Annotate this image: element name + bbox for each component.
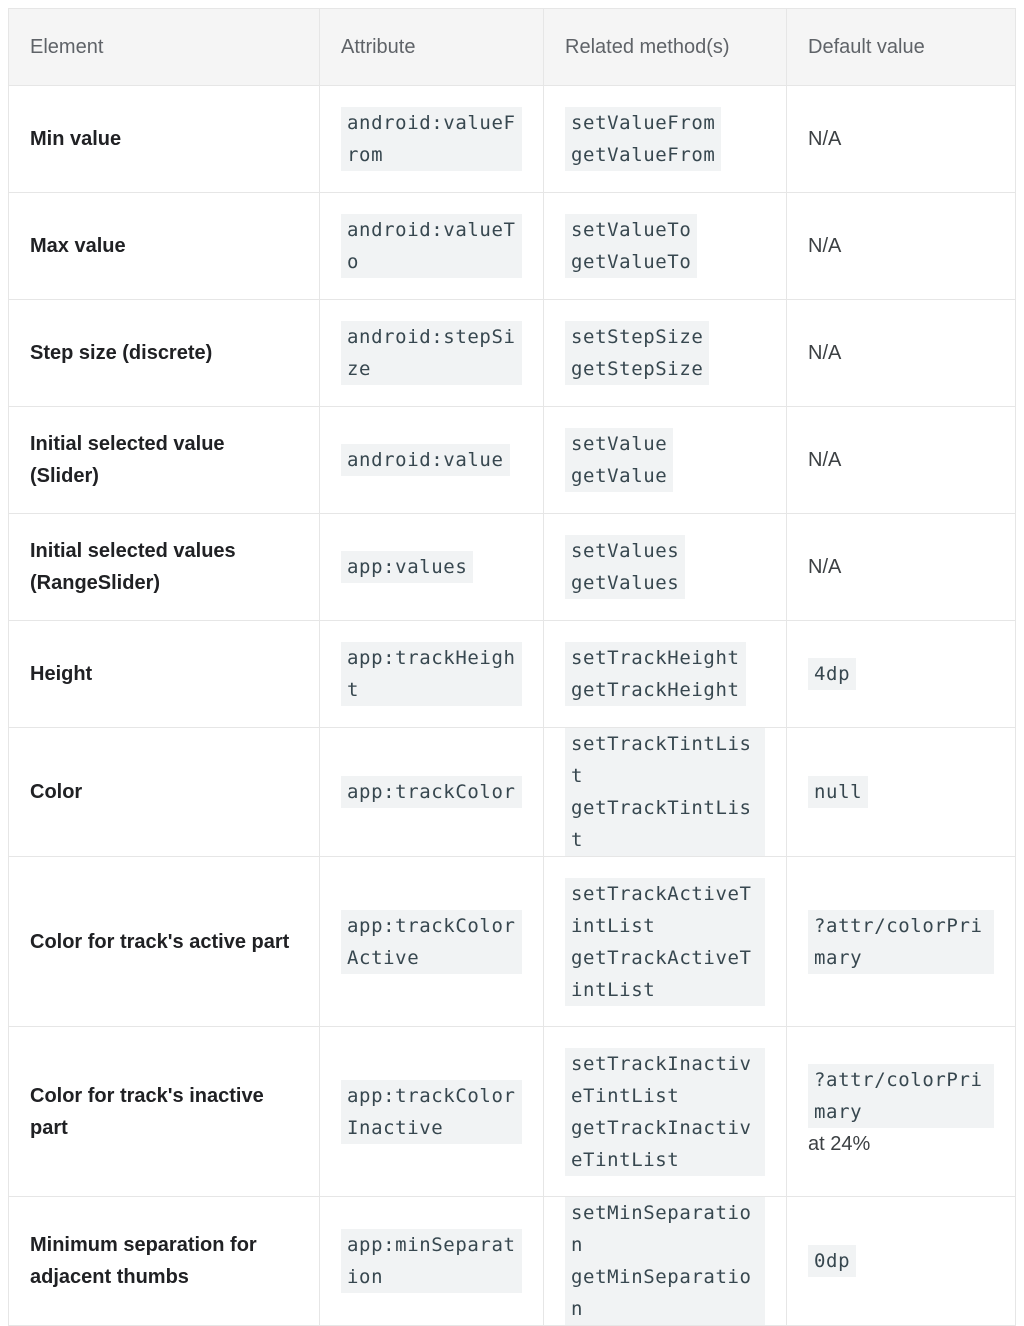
attribute-cell [320,728,544,857]
table-row [9,407,1016,514]
element-cell: Max value [9,193,320,300]
getter-code: getTrackHeight [571,679,740,701]
default-cell [787,857,1016,1027]
methods-cell [544,86,787,193]
element-cell: Color for track's active part [9,857,320,1027]
methods-code-block [565,728,765,856]
methods-code-block [565,321,709,385]
setter-code: setTrackHeight [571,647,740,669]
attribute-code: android:value [341,444,510,476]
default-cell: N/A [787,193,1016,300]
attribute-code: app:values [341,551,473,583]
methods-code-block [565,1197,765,1325]
setter-code: setMinSeparation [571,1202,752,1256]
table-row [9,86,1016,193]
setter-code: setValue [571,433,668,455]
attributes-table [8,8,1016,1326]
default-cell: N/A [787,86,1016,193]
attribute-cell [320,1027,544,1197]
attribute-code: app:trackColorActive [341,910,522,974]
getter-code: getTrackActiveTintList [571,946,752,1001]
setter-code: setStepSize [571,326,704,348]
methods-cell [544,193,787,300]
table-row [9,193,1016,300]
attributes-table-container [8,8,1015,1326]
getter-code: getValueTo [571,251,692,273]
methods-code-block [565,535,685,599]
attribute-code: android:valueTo [341,214,522,278]
default-code: 4dp [808,658,856,690]
header-element: Element [9,9,320,86]
getter-code: getStepSize [571,358,704,380]
default-code: null [808,776,868,808]
attribute-code: android:stepSize [341,321,522,385]
setter-code: setTrackActiveTintList [571,882,752,937]
default-code: ?attr/colorPrimary [808,1064,994,1128]
methods-cell [544,407,787,514]
attribute-cell [320,407,544,514]
methods-code-block [565,428,673,492]
methods-code-block [565,214,697,278]
default-cell: N/A [787,407,1016,514]
element-cell: Min value [9,86,320,193]
methods-cell [544,300,787,407]
default-code: 0dp [808,1245,856,1277]
attribute-cell [320,1197,544,1326]
setter-code: setValues [571,540,680,562]
header-related-methods: Related method(s) [544,9,787,86]
methods-cell [544,621,787,728]
default-cell [787,728,1016,857]
table-row [9,300,1016,407]
default-cell [787,621,1016,728]
element-cell: Color for track's inactive part [9,1027,320,1197]
element-cell: Step size (discrete) [9,300,320,407]
default-cell: N/A [787,300,1016,407]
methods-code-block [565,878,765,1006]
methods-code-block [565,642,746,706]
getter-code: getTrackTintList [571,797,752,851]
table-row [9,514,1016,621]
methods-cell [544,1027,787,1197]
setter-code: setTrackTintList [571,733,752,787]
table-row [9,1027,1016,1197]
attribute-code: app:minSeparation [341,1229,522,1293]
element-cell: Minimum separation for adjacent thumbs [9,1197,320,1326]
table-header-row [9,9,1016,86]
methods-cell [544,514,787,621]
getter-code: getValue [571,465,668,487]
setter-code: setValueTo [571,219,692,241]
element-cell: Height [9,621,320,728]
element-cell: Initial selected value (Slider) [9,407,320,514]
table-row [9,857,1016,1027]
default-code: ?attr/colorPrimary [808,910,994,974]
setter-code: setTrackInactiveTintList [571,1052,752,1107]
default-cell: N/A [787,514,1016,621]
attribute-cell [320,621,544,728]
setter-code: setValueFrom [571,112,716,134]
element-cell: Color [9,728,320,857]
attribute-cell [320,857,544,1027]
header-attribute: Attribute [320,9,544,86]
attribute-code: app:trackHeight [341,642,522,706]
methods-code-block [565,1048,765,1176]
table-row [9,621,1016,728]
default-cell [787,1197,1016,1326]
getter-code: getTrackInactiveTintList [571,1116,752,1171]
default-suffix: at 24% [808,1132,871,1155]
getter-code: getValueFrom [571,144,716,166]
attribute-cell [320,86,544,193]
methods-code-block [565,107,721,171]
header-default-value: Default value [787,9,1016,86]
default-cell [787,1027,1016,1197]
methods-cell [544,728,787,857]
attribute-cell [320,514,544,621]
methods-cell [544,857,787,1027]
element-cell: Initial selected values (RangeSlider) [9,514,320,621]
table-row [9,728,1016,857]
table-row [9,1197,1016,1326]
attribute-code: app:trackColorInactive [341,1080,522,1144]
getter-code: getMinSeparation [571,1266,752,1320]
methods-cell [544,1197,787,1326]
attribute-code: android:valueFrom [341,107,522,171]
attribute-cell [320,193,544,300]
attribute-cell [320,300,544,407]
getter-code: getValues [571,572,680,594]
attribute-code: app:trackColor [341,776,522,808]
